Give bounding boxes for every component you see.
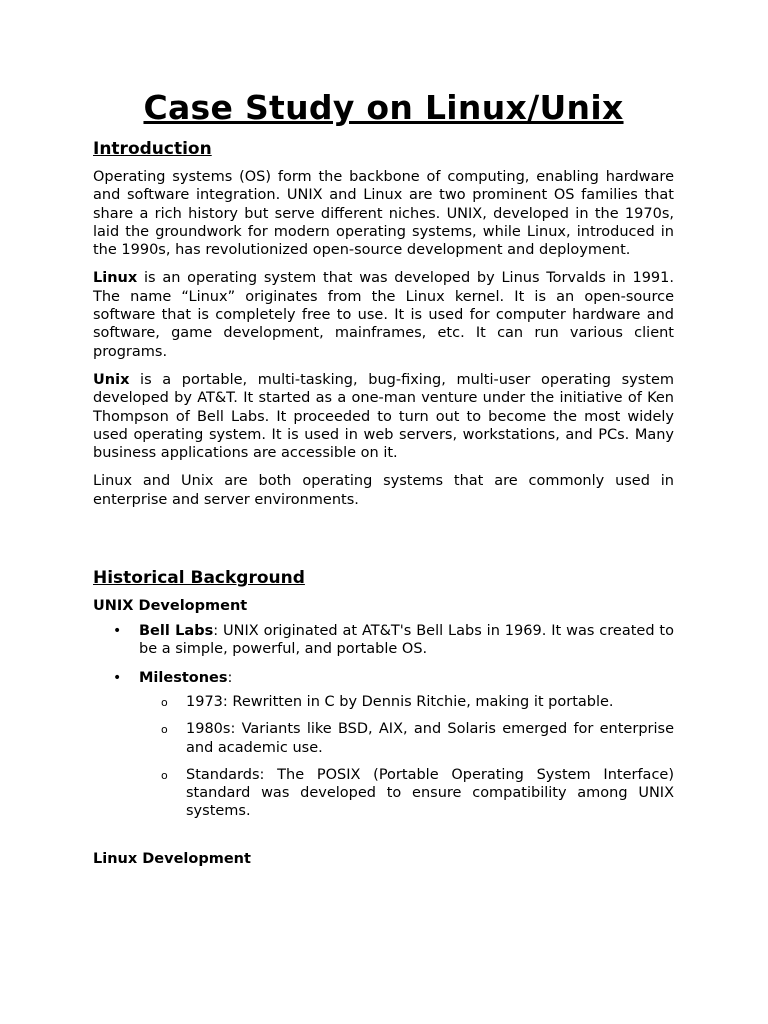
- document-content: [93, 88, 674, 869]
- list-item-milestones: [93, 669, 674, 821]
- intro-paragraph-1: Operating systems (OS) form the backbone of computing, enabling hardware and software integration. UNIX and Linux are two prominent OS families that share a rich history but serve different niches. UNIX, developed in the 1970s, laid the groundwork for modern operating systems, while Linux, introduced in the 1990s, has revolutionized open-source development and deployment.: [93, 169, 674, 259]
- bell-labs-text: : UNIX originated at AT&T's Bell Labs in 1969. It was created to be a simple, powerful, and portable OS.: [139, 623, 674, 658]
- intro-paragraph-unix: [93, 371, 674, 462]
- unix-development-heading: UNIX Development: [93, 598, 248, 615]
- intro-paragraph-linux: [93, 269, 674, 360]
- bell-labs-label: Bell Labs: [139, 623, 214, 640]
- historical-background-heading: Historical Background: [93, 568, 305, 589]
- unix-development-list: [93, 622, 674, 821]
- document-title: Case Study on Linux/Unix: [143, 88, 624, 127]
- intro-paragraph-4: Linux and Unix are both operating systems that are commonly used in enterprise and server environments.: [93, 473, 674, 508]
- milestone-item: [139, 720, 674, 757]
- milestone-item: [139, 693, 674, 711]
- unix-description: is a portable, multi-tasking, bug-fixing, multi-user operating system developed by AT&T. It started as a one-man venture under the initiative of Ken Thompson of Bell Labs. It proceeded to turn out to become the most widely used operating system. It is used in web servers, workstations, and PCs. Many business applications are accessible on it.: [93, 371, 674, 462]
- linux-term: Linux: [93, 270, 138, 287]
- milestone-text: o 1973: Rewritten in C by Dennis Ritchie, making it portable.: [186, 693, 614, 710]
- bell-labs-paragraph: [139, 622, 674, 659]
- milestones-paragraph: [139, 669, 674, 687]
- milestones-label: Milestones: [139, 669, 228, 686]
- linux-development-heading: Linux Development: [93, 850, 251, 867]
- milestone-text: o 1980s: Variants like BSD, AIX, and Solaris emerged for enterprise and academic use.: [186, 721, 674, 756]
- milestones-colon: :: [227, 669, 233, 686]
- introduction-heading: Introduction: [93, 139, 212, 159]
- milestone-item: [139, 766, 674, 821]
- list-item-bell-labs: [93, 622, 674, 659]
- linux-description: is an operating system that was developed by Linus Torvalds in 1991. The name “Linux” originates from the Linux kernel. It is an open-source software that is completely free to use. It is used for computer hardware and software, game development, mainframes, etc. It can run various client programs.: [93, 270, 674, 360]
- unix-term: Unix: [93, 371, 130, 388]
- milestone-text: o Standards: The POSIX (Portable Operating System Interface) standard was developed to ensure compatibility among UNIX systems.: [186, 766, 674, 820]
- milestones-list: [139, 693, 674, 821]
